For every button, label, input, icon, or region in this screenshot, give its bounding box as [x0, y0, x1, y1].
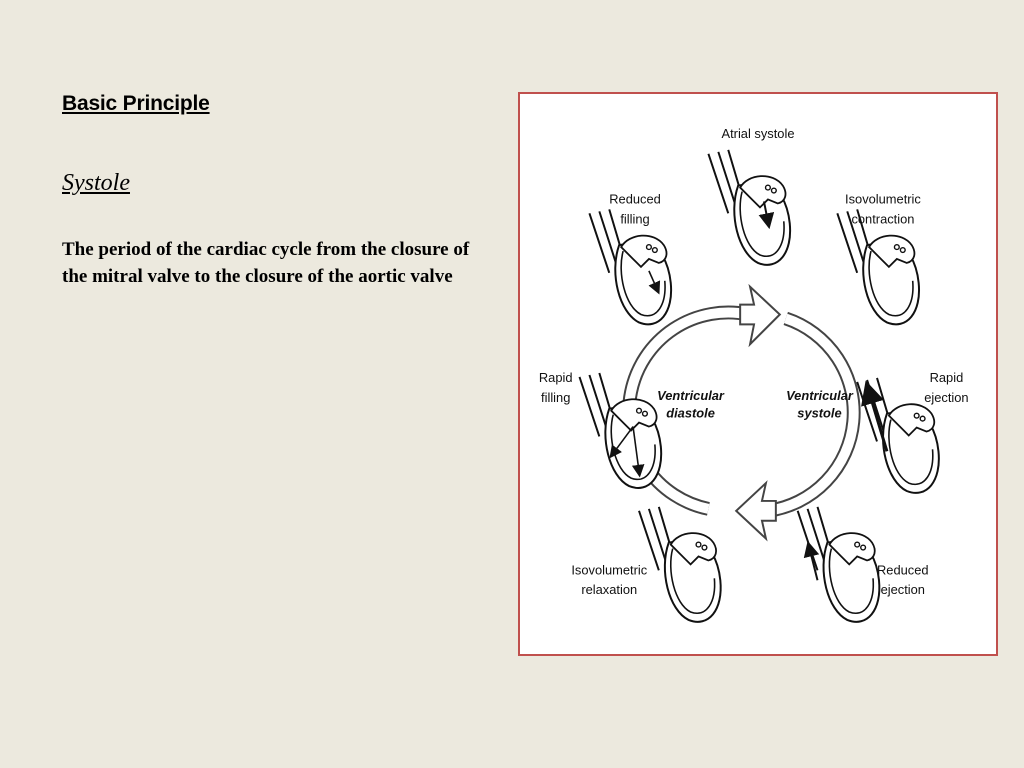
heart-isovolumetric-contraction — [837, 209, 919, 324]
cardiac-cycle-diagram — [520, 94, 996, 654]
label-isovolumetric-contraction-2: contraction — [851, 211, 915, 227]
heart-reduced-filling — [589, 209, 671, 324]
cardiac-cycle-figure — [518, 92, 998, 656]
heart-atrial-systole — [708, 150, 790, 265]
label-rapid-ejection-1: Rapid — [929, 369, 964, 385]
label-isovolumetric-contraction-1: Isovolumetric — [845, 191, 921, 207]
heart-isovolumetric-relaxation — [639, 507, 721, 622]
label-reduced-filling-2: filling — [620, 211, 650, 227]
systole-label-line1: Ventricular — [786, 387, 853, 403]
diastole-label-line2: diastole — [666, 405, 715, 421]
label-reduced-ejection-1: Reduced — [877, 562, 929, 578]
slide-title: Basic Principle — [62, 92, 210, 115]
cycle-arrow-bottom — [736, 483, 776, 539]
label-atrial-systole: Atrial systole — [721, 125, 795, 141]
label-rapid-filling-2: filling — [541, 389, 571, 405]
label-isovolumetric-relaxation-2: relaxation — [581, 582, 638, 598]
label-rapid-ejection-2: ejection — [924, 389, 969, 405]
systole-label-line2: systole — [797, 405, 842, 421]
diastole-label-line1: Ventricular — [657, 387, 724, 403]
label-isovolumetric-relaxation-1: Isovolumetric — [571, 562, 648, 578]
label-reduced-ejection-2: ejection — [880, 582, 925, 598]
label-rapid-filling-1: Rapid — [538, 369, 573, 385]
cycle-arrow-top — [740, 287, 780, 345]
label-reduced-filling-1: Reduced — [609, 191, 661, 207]
heart-rapid-filling — [580, 373, 662, 488]
systole-definition: The period of the cardiac cycle from the closure of the mitral valve to the closure of the aortic valve — [62, 239, 470, 287]
slide-subtitle: Systole — [62, 170, 130, 196]
heart-reduced-ejection — [798, 507, 880, 622]
